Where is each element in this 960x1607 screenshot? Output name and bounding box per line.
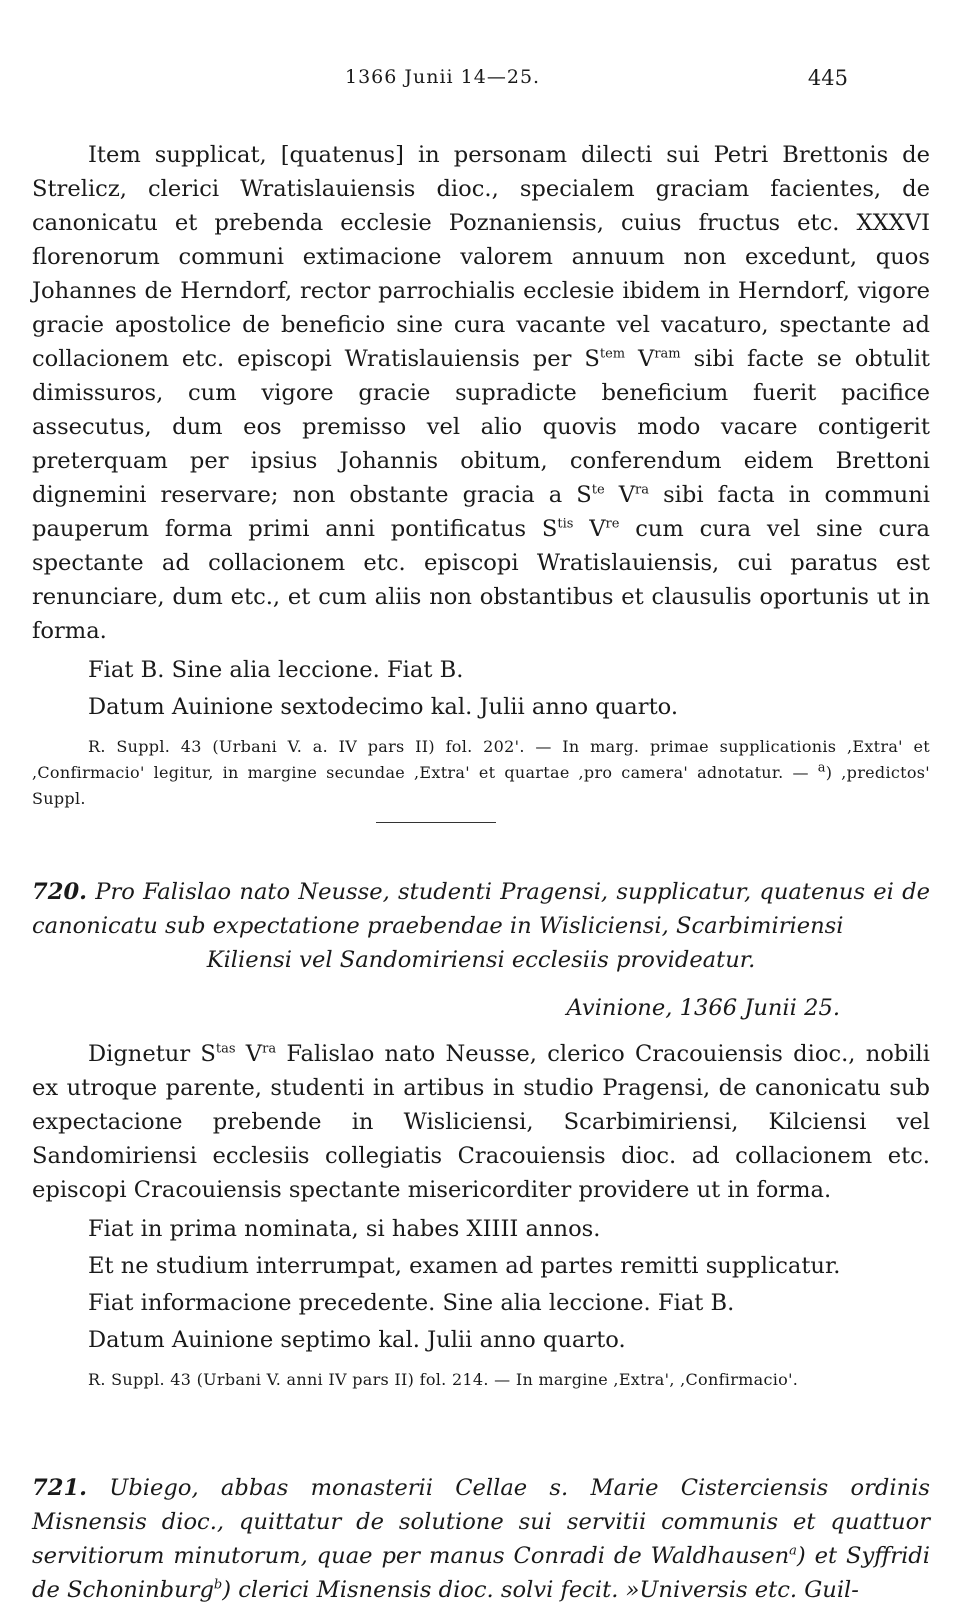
examen-line: Et ne studium interrumpat, examen ad partes remitti supplicatur.	[88, 1253, 841, 1279]
running-head: 1366 Junii 14—25.	[345, 66, 541, 88]
section-divider	[376, 822, 496, 823]
page-body	[32, 138, 930, 1607]
document-720-paragraph: Dignetur $S^{tas}$ $V^{ra}$ Falislao nato Neusse, clerico Cracouiensis dioc., nobili ex utroque parente, studenti in artibus in studio Pragensi, de canonicatu sub expectacione prebende in Wisliciensi, Scarbimiriensi, Kilciensi vel Sandomiriensi ecclesiis collegiatis Cracouiensis dioc. ad collacionem etc. episcopi Cracouiensis spectante misericorditer providere ut in forma.	[32, 1041, 931, 1203]
document-number: 720.	[32, 879, 88, 905]
datum-line: Datum Auinione sextodecimo kal. Julii anno quarto.	[88, 694, 679, 720]
fiat-line: Fiat B. Sine alia leccione. Fiat B.	[88, 657, 464, 683]
footnote-apparatus: R. Suppl. 43 (Urbani V. a. IV pars II) fol. 202'. — In marg. primae supplicationis ,Extra' et ,Confirmacio' legitur, in margine secundae ,Extra' et quartae ,pro camera' adnotatur. — $^a$) ,predictos' Suppl.	[32, 737, 930, 808]
supplication-paragraph: Item supplicat, [quatenus] in personam dilecti sui Petri Brettonis de Strelicz, clerici Wratislauiensis dioc., specialem graciam facientes, de canonicatu et prebenda ecclesie Poznaniensis, cuius fructus etc. XXXVI florenorum communi extimacione valorem annuum non excedunt, quos Johannes de Herndorf, rector parrochialis ecclesie ibidem in Herndorf, vigore gracie apostolice de beneficio sine cura vacante vel vacaturo, spectante ad collacionem etc. episcopi Wratislauiensis per $S^{tem}$ $V^{ram}$ sibi facte se obtulit dimissuros, cum vigore gracie supradicte beneficium fuerit pacifice assecutus, dum eos premisso vel alio quovis modo vacare contigerit preterquam per ipsius Johannis obitum, conferendum eidem Brettoni dignemini reservare; non obstante gracia a $S^{te}$ $V^{ra}$ sibi facta in communi pauperum forma primi anni pontificatus $S^{tis}$ Vre cum cura vel sine cura spectante ad collacionem etc. episcopi Wratislauiensis, cui paratus est renunciare, dum etc., et cum aliis non obstantibus et clausulis oportunis ut in forma.	[32, 142, 930, 644]
place-date: Avinione, 1366 Junii 25.	[566, 995, 840, 1021]
fiat-line: Fiat in prima nominata, si habes XIIII annos.	[88, 1216, 601, 1242]
page-number: 445	[807, 66, 848, 90]
document-720-heading-end: Kiliensi vel Sandomiriensi ecclesiis provideatur.	[206, 947, 756, 973]
fiat-informacione-line: Fiat informacione precedente. Sine alia leccione. Fiat B.	[88, 1290, 735, 1316]
document-720-heading: 720. Pro Falislao nato Neusse, studenti Pragensi, supplicatur, quatenus ei de canonicatu sub expectatione praebendae in Wisliciensi, Scarbimiriensi	[32, 879, 930, 939]
document-number: 721.	[32, 1475, 88, 1501]
document-721-heading: 721. Ubiego, abbas monasterii Cellae s. Marie Cisterciensis ordinis Misnensis dioc., quittatur de solutione sui servitii communis et quattuor servitiorum minutorum, quae per manus Conradi de Waldhausen$^a$) et Syffridi de Schoninburg$^b$) clerici Misnensis dioc. solvi fecit. »Universis etc. Guil-	[32, 1475, 930, 1603]
datum-line: Datum Auinione septimo kal. Julii anno quarto.	[88, 1327, 626, 1353]
page-header	[0, 66, 960, 96]
footnote-apparatus: R. Suppl. 43 (Urbani V. anni IV pars II) fol. 214. — In margine ,Extra', ,Confirmacio'.	[88, 1370, 799, 1389]
